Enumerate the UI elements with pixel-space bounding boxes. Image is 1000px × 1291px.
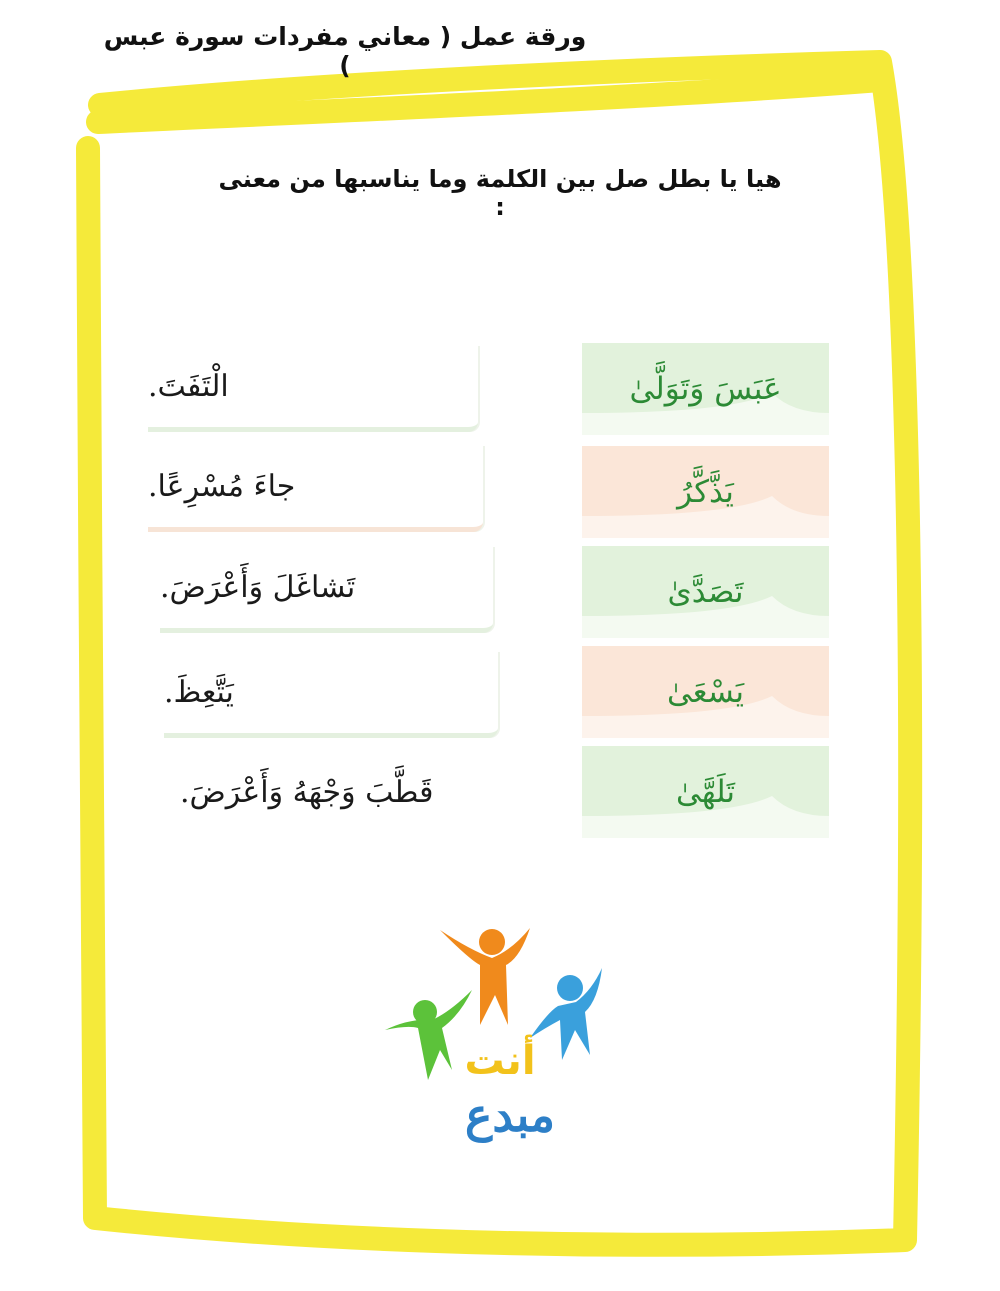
meaning-text: جاءَ مُسْرِعًا.: [148, 469, 296, 504]
logo-text-anta: أنت: [464, 1038, 536, 1084]
meaning-text: يَتَّعِظَ.: [164, 675, 234, 710]
word-text: يَذَّكَّرُ: [677, 474, 734, 510]
meaning-card-5[interactable]: [180, 752, 510, 838]
creative-logo: [380, 920, 630, 1170]
word-card-3[interactable]: [582, 546, 829, 638]
meaning-text: الْتَفَتَ.: [148, 369, 229, 404]
word-text: تَصَدَّىٰ: [667, 574, 744, 610]
logo-text-mubdi: مبدع: [464, 1088, 556, 1142]
meaning-card-3[interactable]: [160, 547, 493, 633]
meaning-text: تَشاغَلَ وَأَعْرَضَ.: [160, 570, 356, 605]
meaning-card-4[interactable]: [164, 652, 498, 738]
meaning-card-2[interactable]: [148, 446, 483, 532]
word-text: يَسْعَىٰ: [666, 674, 745, 710]
meaning-text: قَطَّبَ وَجْهَهُ وَأَعْرَضَ.: [180, 775, 434, 810]
word-card-2[interactable]: [582, 446, 829, 538]
meaning-card-1[interactable]: [148, 346, 478, 432]
instruction-text: هيا يا بطل صل بين الكلمة وما يناسبها من معنى :: [218, 165, 782, 221]
word-text: عَبَسَ وَتَوَلَّىٰ: [629, 371, 782, 407]
worksheet-title: ورقة عمل ( معاني مفردات سورة عبس ): [103, 22, 587, 80]
word-card-4[interactable]: [582, 646, 829, 738]
word-text: تَلَهَّىٰ: [675, 774, 736, 810]
word-card-1[interactable]: [582, 343, 829, 435]
word-card-5[interactable]: [582, 746, 829, 838]
